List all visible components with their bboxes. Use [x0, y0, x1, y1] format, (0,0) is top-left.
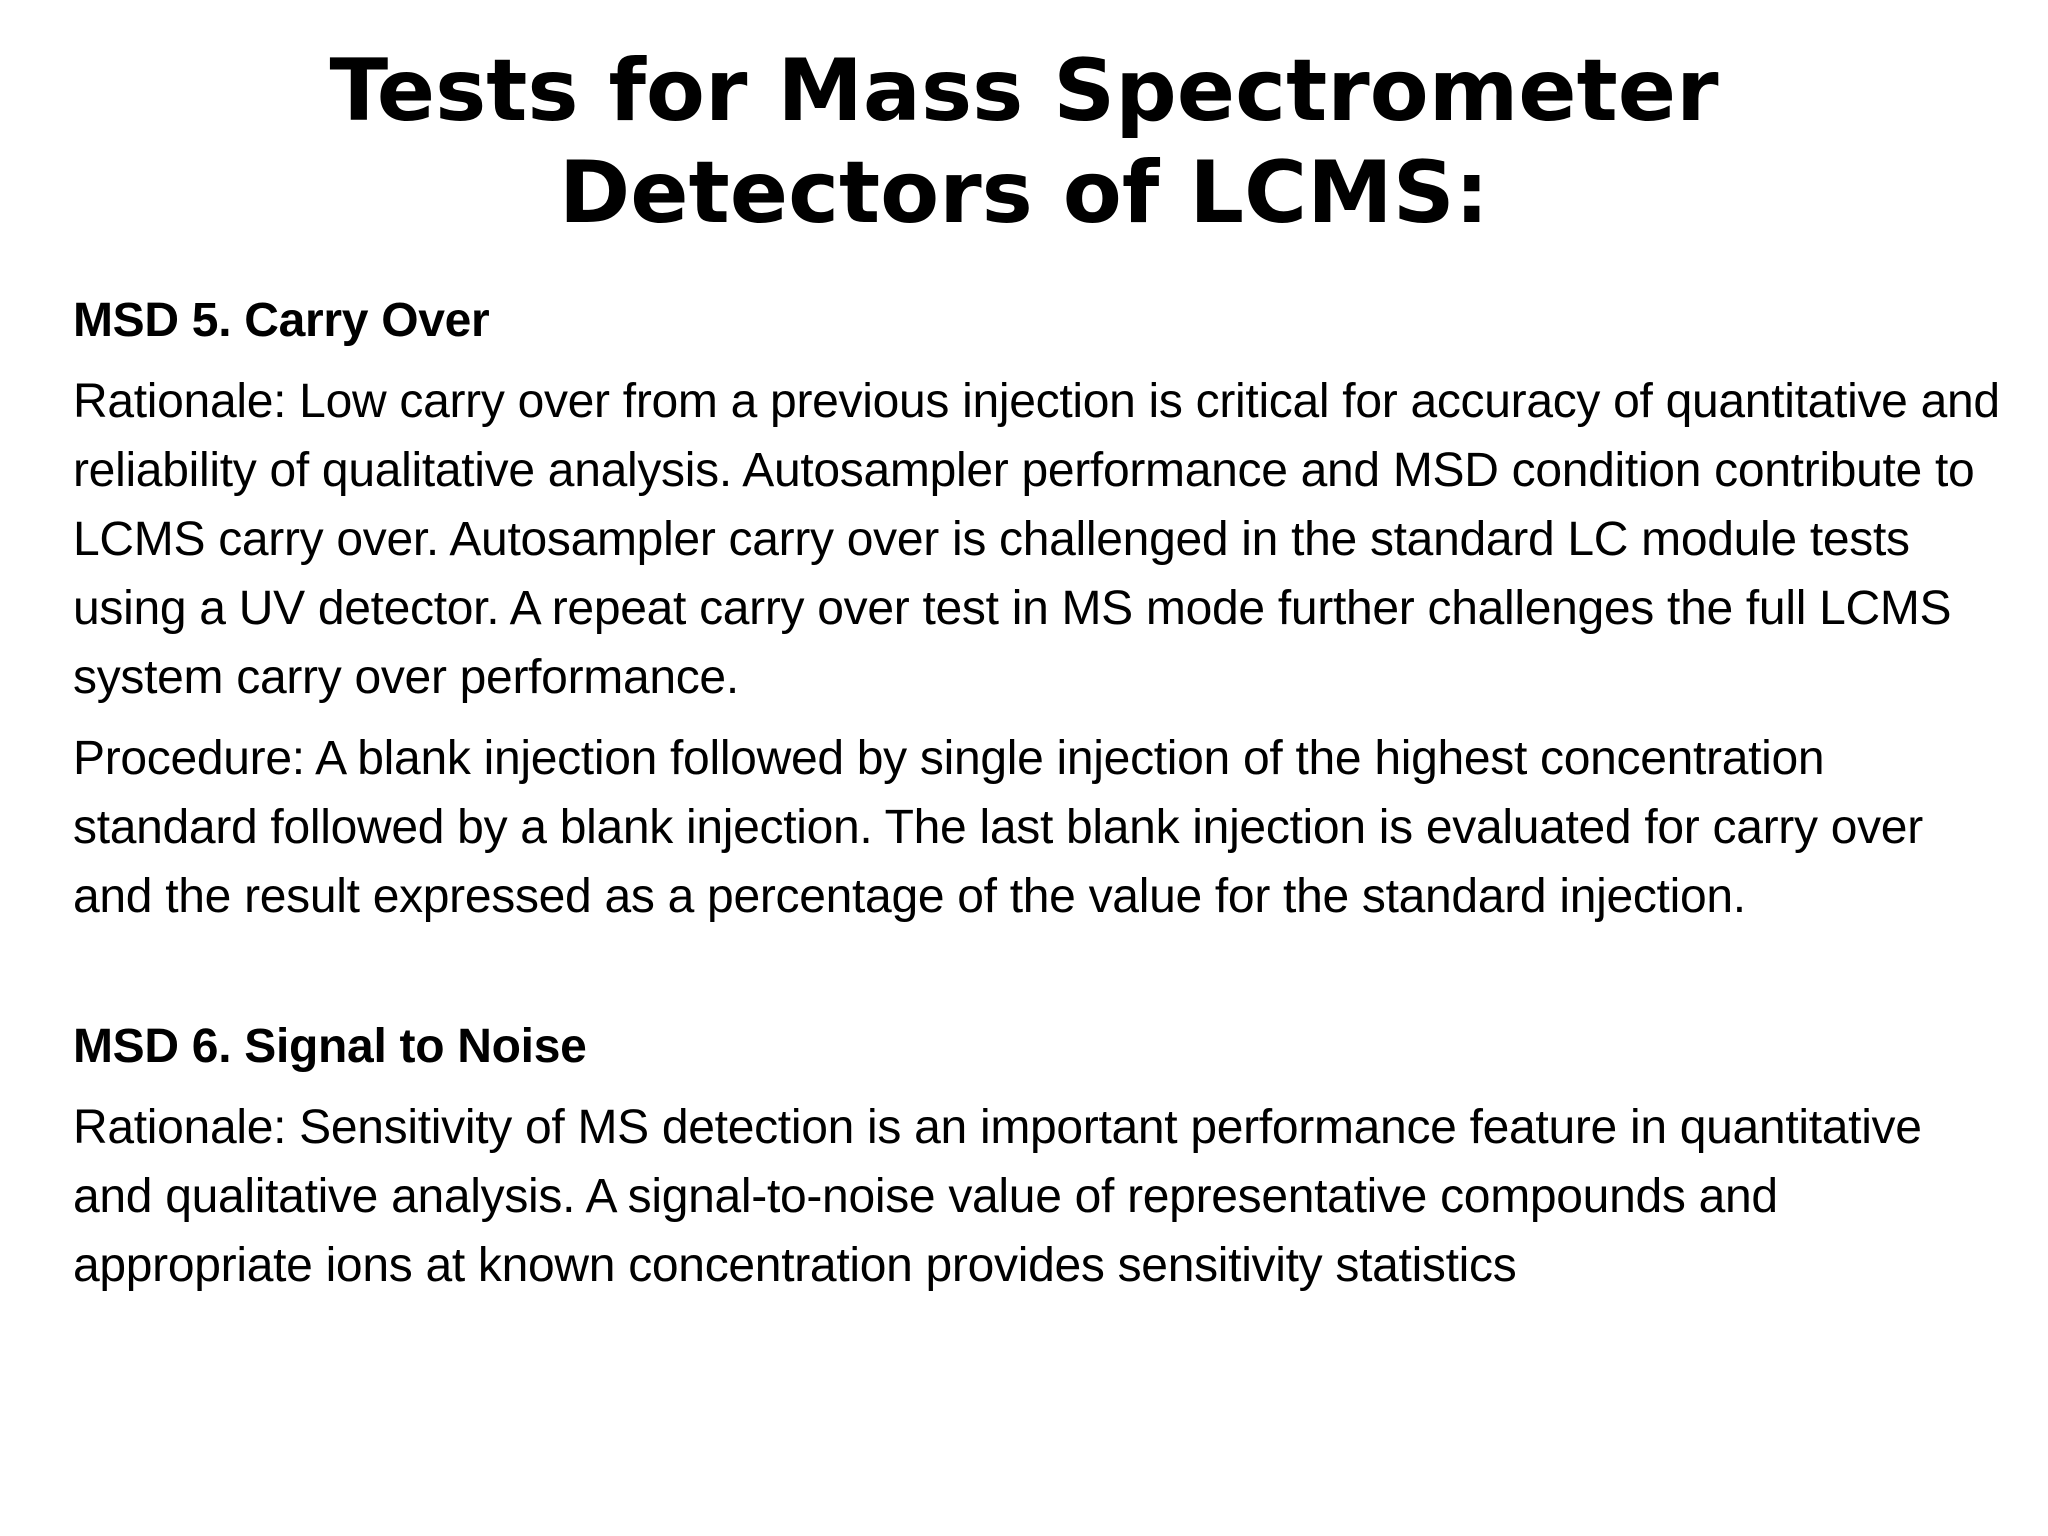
- rationale-text: Rationale: Sensitivity of MS detection is an important performance feature in quantitative and qualitative analysis. A signal-to-noise value of representative compounds and appropriate ions at known concentration provides sensitivity statistics: [73, 1101, 1922, 1292]
- section-spacer: [73, 943, 2013, 1012]
- rationale-text: Rationale: Low carry over from a previous injection is critical for accuracy of quantitative and reliability of qualitative analysis. Autosampler performance and MSD condition contribute to LCMS carry over. Autosampler carry over is challenged in the standard LC module tests using a UV detector. A repeat carry over test in MS mode further challenges the full LCMS system carry over performance.: [73, 375, 2000, 704]
- section-signal-to-noise: [73, 1012, 2013, 1300]
- section-heading: MSD 5. Carry Over: [73, 294, 490, 347]
- slide-body: [73, 286, 2013, 1312]
- procedure-text: Procedure: A blank injection followed by single injection of the highest concentration standard followed by a blank injection. The last blank injection is evaluated for carry over and the result expressed as a percentage of the value for the standard injection.: [73, 732, 1923, 923]
- section-heading: MSD 6. Signal to Noise: [73, 1020, 587, 1073]
- section-carry-over: [73, 286, 2013, 931]
- slide-title-line-1: Tests for Mass Spectrometer: [329, 41, 1719, 141]
- slide-title-line-2: Detectors of LCMS:: [558, 143, 1490, 243]
- slide-title: [0, 40, 2048, 244]
